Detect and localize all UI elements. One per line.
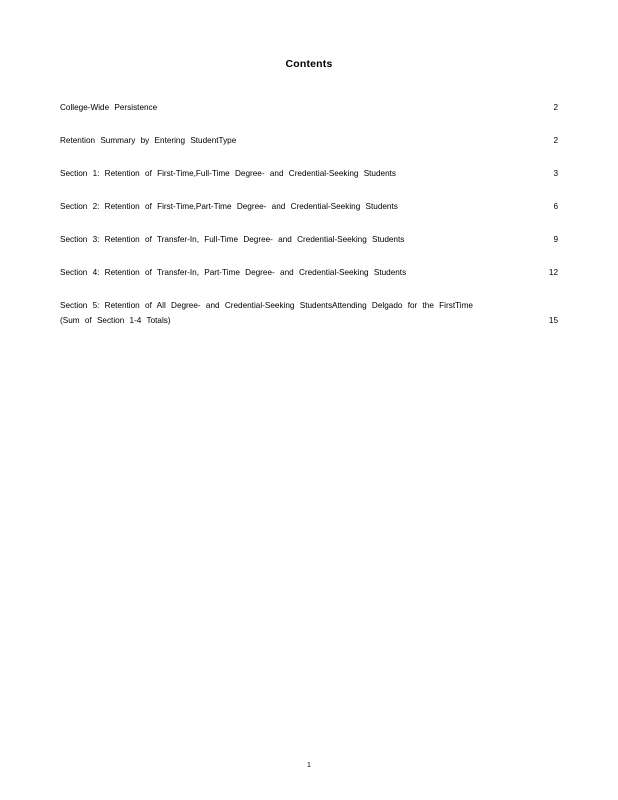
toc-entry-page: 2 (553, 103, 558, 112)
table-of-contents (60, 100, 558, 346)
toc-entry-label: College-Wide Persistence (60, 103, 158, 112)
toc-entry-label: Section 5: Retention of All Degree- and Credential-Seeking StudentsAttending Delgado for the FirstTime (Sum of Section 1-4 Totals) (60, 301, 473, 325)
toc-entry[interactable] (60, 265, 558, 280)
toc-entry-label: Section 1: Retention of First-Time,Full-Time Degree- and Credential-Seeking Students (60, 169, 397, 178)
toc-entry[interactable] (60, 232, 558, 247)
toc-entry-page: 3 (553, 169, 558, 178)
toc-entry-page: 9 (553, 235, 558, 244)
toc-entry-page: 6 (553, 202, 558, 211)
toc-entry[interactable] (60, 199, 558, 214)
toc-entry-label: Section 3: Retention of Transfer-In, Full-Time Degree- and Credential-Seeking Students (60, 235, 405, 244)
toc-entry-label: Section 2: Retention of First-Time,Part-Time Degree- and Credential-Seeking Students (60, 202, 398, 211)
toc-entry-label: Section 4: Retention of Transfer-In, Part-Time Degree- and Credential-Seeking Students (60, 268, 407, 277)
page-title: Contents (285, 58, 333, 70)
toc-entry[interactable] (60, 133, 558, 148)
toc-entry-page: 2 (553, 136, 558, 145)
toc-entry[interactable] (60, 298, 558, 328)
toc-entry-page: 12 (548, 268, 558, 277)
toc-entry[interactable] (60, 166, 558, 181)
toc-entry-label: Retention Summary by Entering StudentType (60, 136, 237, 145)
toc-entry-page: 15 (548, 316, 558, 325)
toc-entry[interactable] (60, 100, 558, 115)
page-footer-number: 1 (307, 762, 311, 769)
